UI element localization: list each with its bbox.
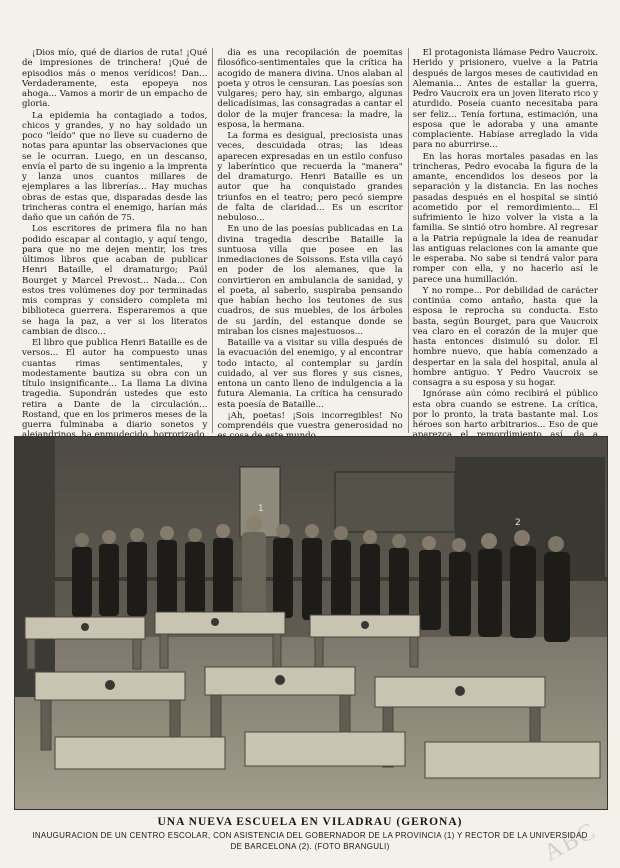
article-paragraph: dia es una recopilación de poemitas filosófico-sentimentales que la crítica ha acogido de manera divina. Unos alaban al poeta y otros le censuran. Las poesías son vulgares; pero hay, sin embargo, algunas delicadísimas, las consagradas a cantar el dolor de la mujer francesa: la madre, la esposa, la hermana. [217, 48, 403, 130]
article-paragraph: En las horas mortales pasadas en las trincheras, Pedro evocaba la figura de la amante, encendidos los deseos por la separación y la distancia. En las noches pasadas después en el hospital se sintió acometido por el remordimiento... El sufrimiento le hizo volver la vista a la familia. Se sintió otro hombre. Al regresar a la Patria repúgnale la idea de reanudar las antiguas relaciones con la amante que le esperaba. No sabe si tendrá valor para romper con ella, y no hacerlo así le parece una humillación. [412, 151, 598, 285]
marker-number-1: 1 [258, 504, 264, 514]
marker-number-2: 2 [515, 518, 521, 528]
photo-caption-line-2: DE BARCELONA (2). (FOTO BRANGULI) [230, 842, 390, 851]
article-paragraph: Bataille va a visitar su villa después de la evacuación del enemigo, y al encontrar todo intacto, al contemplar su jardín cuidado, al ver sus flores y sus cisnes, entona un canto lleno de indulgencia a la futura Alemania. La crítica ha censurado esta poesía de Bataille... [217, 338, 403, 410]
column-middle [217, 48, 402, 433]
text-columns [22, 48, 598, 433]
article-paragraph: La epidemia ha contagiado a todos, chicos y grandes, y no hay soldado un poco "leído" que no lleve su cuaderno de notas para apuntar las observaciones que se le ocurran. Luego, en un descanso, envía el parto de su ingenio a la imprenta y lanza unos cuantos millares de ejemplares a las librerías... Hay muchas obras de estas que, disparadas desde las trincheras contra el enemigo, harían más daño que un cañón de 75. [22, 110, 208, 223]
article-paragraph: La forma es desigual, preciosista unas veces, descuidada otras; las ideas aparecen expresadas en un estilo confuso y laberíntico que recuerda la "manera" del dramaturgo. Henri Bataille es un autor que ha conquistado grandes triunfos en el teatro; pero pecó siempre de falta de claridad... Es un escritor nebuloso... [217, 131, 403, 223]
school-photo [14, 436, 608, 810]
column-right [413, 48, 598, 433]
article-paragraph: En uno de las poesías publicadas en La divina tragedia describe Bataille la suntuosa villa que posee en las inmediaciones de Soissons. Esta villa cayó en poder de los alemanes, que la convirtieron en ambulancia de sanidad, y el poeta, al saberlo, suspiraba pensando que habían hecho los teutones de sus cuadros, de sus muebles, de los árboles de su jardín, del estanque donde se miraban los cisnes majestuosos... [217, 224, 403, 337]
article-paragraph: Y no rompe... Por debilidad de carácter continúa como antaño, hasta que la esposa le reprocha su conducta. Esto basta, según Bourget, para que Vaucroix vea claro en el corazón de la mujer que hasta entonces disimuló su dolor. El hombre nuevo, que había comenzado a despertar en la sala del hospital, anula al hombre antiguo. Y Pedro Vaucroix se consagra a su esposa y su hogar. [412, 285, 598, 388]
photo-caption-line-1: INAUGURACION DE UN CENTRO ESCOLAR, CON ASISTENCIA DEL GOBERNADOR DE LA PROVINCIA (1) Y RECTOR DE LA UNIVERSIDAD [32, 831, 588, 840]
column-left [22, 48, 207, 433]
article-paragraph: ¡Ah, poetas! ¡Sois incorregibles! No comprendéis que vuestra generosidad no [217, 410, 403, 431]
article-paragraph: Los escritores de primera fila no han podido escapar al contagio, y aquí tengo, para que no me dejen mentir, los tres últimos libros que acaban de publicar Henri Bataille, el dramaturgo; Paúl Bourget y Marcel Prevost... Nada... Con estos tres volúmenes doy por terminadas mis compras y considero completa mi biblioteca guerrera. Esperaremos a que se haga la paz, a ver si los literatos cambian de disco... [22, 224, 208, 337]
article-paragraph: Ignórase aún cómo recibirá el público esta obra cuando se estrene. La crítica, por lo pronto, la trata bastante mal. Los héroes son harto arbitrarios... Eso de que [412, 389, 598, 430]
abc-watermark: ABC [539, 817, 601, 867]
photo-illustration [15, 437, 607, 809]
article-paragraph: ¡Dios mío, qué de diarios de ruta! ¡Qué de impresiones de trinchera! ¡Qué de episodios más o menos verídicos! Dan... Verdaderamente, esta epopeya nos ahoga... Vamos a morir de un empacho de gloria. [22, 48, 208, 110]
photo-caption-title: UNA NUEVA ESCUELA EN VILADRAU (GERONA) [157, 816, 463, 828]
article-paragraph: El protagonista llámase Pedro Vaucroix. Herido y prisionero, vuelve a la Patria después de largos meses de cautividad en Alemania... Antes de estallar la guerra, Pedro Vaucroix era un joven literato rico y aturdido. Poseía cuanto necesitaba para ser feliz... Tenía fortuna, estimación, una esposa que le adoraba y una amante complaciente. Habíase arreglado la vida para no aburrirse... [412, 48, 598, 151]
article-paragraph: El libro que publica Henri Bataille es de versos... El autor ha compuesto unas cuantas rimas sentimentales, y modestamente bautiza su obra con un título insignificante... La llama La divina tragedia. Supondrán ustedes que esto retira a Dante de la circulación... Rostand, que en los primeros meses de la guerra fulminaba a diario sonetos y [22, 338, 208, 430]
